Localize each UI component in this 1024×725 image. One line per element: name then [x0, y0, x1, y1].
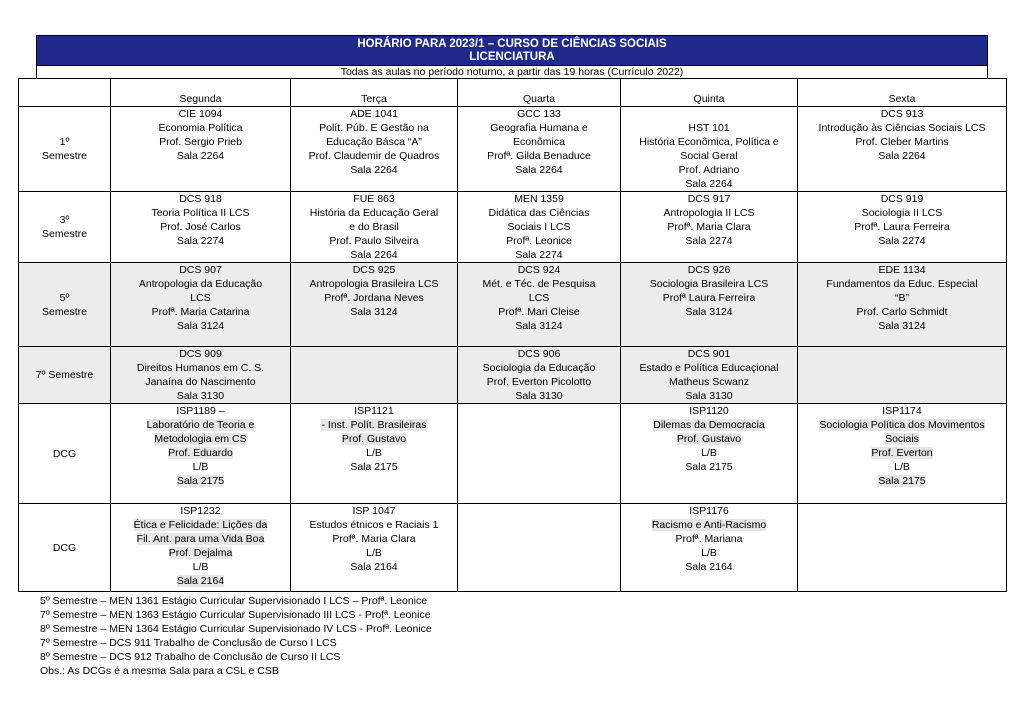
class-cell [111, 263, 291, 347]
schedule-row [19, 263, 1007, 347]
class-cell-line: Sala 2264 [515, 164, 563, 176]
class-cell-line: Mét. e Téc. de Pesquisa [482, 278, 596, 290]
class-cell-line: Profª. Mariana [675, 533, 743, 545]
class-cell [291, 263, 458, 347]
schedule-body [19, 107, 1007, 592]
row-label [19, 192, 111, 263]
class-cell-line: Sala 2264 [685, 178, 733, 190]
row-label-line: 3º [59, 214, 70, 226]
class-cell [291, 107, 458, 192]
class-cell-line: L/B [366, 447, 382, 459]
class-cell [111, 107, 291, 192]
class-cell-line: L/B [192, 561, 209, 573]
class-cell [621, 192, 798, 263]
class-cell-line: Sociologia da Educação [482, 362, 596, 374]
class-cell-line: ISP1232 [180, 505, 221, 517]
highlighted-text: Prof. Gustavo [676, 433, 742, 445]
schedule-row [19, 347, 1007, 404]
highlighted-text: Ética e Felicidade: Lições da [133, 519, 268, 531]
class-cell-line: Prof. Claudemir de Quadros [308, 150, 440, 162]
day-header-quarta: Quarta [458, 79, 621, 107]
class-cell-line: Profª. Mari Cleise [498, 306, 580, 318]
row-label-line: 7º Semestre [35, 369, 94, 381]
class-cell [458, 404, 621, 504]
highlighted-text: Sala 2164 [176, 575, 225, 587]
class-cell-line: Econômica [513, 136, 565, 148]
row-label [19, 347, 111, 404]
row-label [19, 107, 111, 192]
class-cell-line: História Econômica, Política e [639, 136, 779, 148]
class-cell-line: Sala 3124 [515, 320, 563, 332]
class-cell-line: Sala 2274 [176, 235, 225, 247]
class-cell-line: DCS 925 [352, 264, 396, 276]
schedule-row [19, 192, 1007, 263]
class-cell-line [800, 446, 1004, 460]
class-cell-line: DCS 906 [517, 348, 561, 360]
class-cell [798, 263, 1007, 347]
class-cell-line: DCS 919 [880, 193, 924, 205]
class-cell [291, 504, 458, 592]
class-cell-line: FUE 863 [353, 193, 395, 205]
class-cell [798, 404, 1007, 504]
class-cell-line [623, 518, 795, 532]
class-cell-line: DCS 909 [179, 348, 222, 360]
class-cell-line: DCS 917 [687, 193, 731, 205]
class-cell-line: Educação Básca “A” [326, 136, 422, 148]
class-cell-line: Introdução às Ciências Sociais LCS [818, 122, 986, 134]
note-line: 7º Semestre – MEN 1363 Estágio Curricular Supervisionado III LCS - Profª. Leonice [40, 609, 431, 621]
class-cell-line [623, 107, 795, 121]
class-cell-line: ISP1189 – [176, 405, 225, 417]
header-row [19, 79, 1007, 107]
class-cell-line: Sala 2164 [350, 561, 398, 573]
note-line: 8º Semestre – DCS 912 Trabalho de Conclusão de Curso II LCS [40, 651, 341, 663]
class-cell-line: Sociais I LCS [507, 221, 571, 233]
highlighted-text: Sociais [885, 433, 919, 445]
schedule-row [19, 504, 1007, 592]
schedule-row [19, 107, 1007, 192]
class-cell [798, 192, 1007, 263]
class-cell-line: Sala 2264 [878, 150, 926, 162]
class-cell-line: L/B [192, 461, 209, 473]
class-cell [621, 347, 798, 404]
class-cell-line: e do Brasil [349, 221, 399, 233]
class-cell-line: ISP1176 [689, 505, 729, 517]
class-cell-line [113, 432, 288, 446]
class-cell [458, 347, 621, 404]
class-cell-line: Sala 2264 [176, 150, 225, 162]
class-cell-line: Prof. Cleber Martins [855, 136, 949, 148]
class-cell-line: Antropologia II LCS [663, 207, 755, 219]
class-cell-line: LCS [528, 292, 550, 304]
corner-cell [19, 79, 111, 107]
highlighted-text: Dilemas da Democracia [653, 419, 765, 431]
class-cell [798, 107, 1007, 192]
class-cell-line: Profª. Maria Clara [332, 533, 416, 545]
note-line: Obs.: As DCGs é a mesma Sala para a CSL e CSB [40, 665, 279, 677]
class-cell [291, 404, 458, 504]
row-label-line: Semestre [42, 305, 87, 318]
row-label-line: 1º [59, 136, 70, 148]
class-cell [621, 504, 798, 592]
title-banner [36, 35, 988, 66]
day-header-segunda: Segunda [111, 79, 291, 107]
class-cell-line: Sala 2274 [685, 235, 733, 247]
class-cell-line: Profª. Maria Catarina [151, 306, 250, 318]
class-cell-line: Sala 3130 [685, 390, 733, 402]
class-cell-line: Sala 3124 [685, 306, 733, 318]
note-line: 5º Semestre – MEN 1361 Estágio Curricular Supervisionado I LCS – Profª. Leonice [40, 595, 428, 607]
class-cell-line: HST 101 [688, 122, 730, 134]
class-cell-line [800, 418, 1004, 432]
class-cell-line: ISP 1047 [352, 505, 396, 517]
class-cell-line: Profª. Maria Clara [667, 221, 751, 233]
class-cell-line [113, 446, 288, 460]
class-cell-line: Sala 2175 [350, 461, 398, 473]
row-label-line: Semestre [42, 228, 87, 240]
class-cell-line: DCS 924 [517, 264, 561, 276]
class-cell-line: Profª Laura Ferreira [662, 292, 756, 304]
schedule-document [18, 35, 1006, 678]
class-cell [111, 347, 291, 404]
class-cell-line: CIE 1094 [178, 108, 223, 120]
class-cell-line [293, 432, 455, 446]
highlighted-text: Prof. Gustavo [341, 433, 407, 445]
notes-section [18, 594, 1006, 678]
class-cell-line [113, 574, 288, 588]
class-cell-line: Prof. Paulo Silveira [329, 235, 419, 247]
class-cell [458, 192, 621, 263]
class-cell-line [623, 418, 795, 432]
class-cell-line: Sala 3130 [515, 390, 563, 402]
class-cell-line: LCS [190, 292, 211, 304]
row-label-line: 5º [59, 291, 70, 304]
class-cell-line: “B” [895, 292, 909, 304]
class-cell [458, 107, 621, 192]
class-cell-line: Prof. José Carlos [160, 221, 241, 233]
class-cell-line: Sala 3130 [176, 390, 225, 402]
row-label [19, 404, 111, 504]
class-cell-line: Sala 2175 [685, 461, 733, 473]
highlighted-text: Prof. Everton [871, 447, 933, 459]
class-cell-line: EDE 1134 [878, 264, 926, 276]
class-cell-line: Polít. Púb. E Gestão na [319, 122, 429, 134]
class-cell-line: História da Educação Geral [309, 207, 439, 219]
highlighted-text: Sociologia Política dos Movimentos [819, 419, 985, 431]
day-header-terca: Terça [291, 79, 458, 107]
class-cell-line: Sala 2164 [685, 561, 733, 573]
class-cell-line: Sala 3124 [878, 320, 926, 332]
day-header-sexta: Sexta [798, 79, 1007, 107]
class-cell-line: Estudos étnicos e Raciais 1 [309, 519, 439, 531]
class-cell-line [113, 474, 288, 488]
highlighted-text: Fil. Ant. para uma Vida Boa [136, 533, 265, 545]
class-cell-line [800, 474, 1004, 488]
schedule-row [19, 404, 1007, 504]
highlighted-text: Prof. Dejalma [168, 547, 233, 559]
class-cell-line: Teoria Política II LCS [151, 207, 250, 219]
class-cell-line: Sociologia II LCS [861, 207, 943, 219]
class-cell-line: Didática das Ciências [488, 207, 590, 219]
class-cell-line: Antropologia da Educação [138, 278, 263, 290]
schedule-table [18, 78, 1007, 592]
class-cell-line: Profª. Gilda Benaduce [487, 150, 591, 162]
class-cell-line: ISP1174 [882, 405, 922, 417]
class-cell-line [113, 418, 288, 432]
note-line: 7º Semestre – DCS 911 Trabalho de Conclusão de Curso I LCS [40, 637, 337, 649]
class-cell-line: Economia Política [158, 122, 243, 134]
class-cell-line: Prof. Sergio Prieb [159, 136, 242, 148]
highlighted-text: Metodologia em CS [154, 433, 247, 445]
class-cell [111, 404, 291, 504]
class-cell-line: Prof. Everton Picolotto [486, 376, 592, 388]
highlighted-text: Sala 2175 [176, 475, 225, 487]
class-cell-line: ADE 1041 [350, 108, 398, 120]
class-cell-line: L/B [894, 461, 910, 473]
row-label [19, 504, 111, 592]
class-cell-line: Sala 2274 [878, 235, 926, 247]
class-cell-line: Geografia Humana e [490, 122, 588, 134]
class-cell-line: Estado e Política Educaçional [639, 362, 779, 374]
class-cell-line: L/B [701, 447, 717, 459]
class-cell [111, 192, 291, 263]
highlighted-text: - Inst. Polít. Brasileiras [321, 419, 427, 431]
highlighted-text: Racismo e Anti-Racismo [651, 519, 767, 531]
class-cell-line: Sala 2264 [350, 164, 398, 176]
class-cell-line: GCC 133 [517, 108, 561, 120]
class-cell [621, 263, 798, 347]
class-cell-line [293, 418, 455, 432]
class-cell-line: DCS 907 [179, 264, 222, 276]
class-cell-line: Prof. Carlo Schmidt [856, 306, 948, 318]
class-cell-line: Profª. Laura Ferreira [854, 221, 950, 233]
class-cell-line: Matheus Scwanz [669, 376, 749, 388]
class-cell-line: Direitos Humanos em C. S. [136, 362, 265, 374]
class-cell-line [623, 432, 795, 446]
highlighted-text: Laboratório de Teoria e [146, 419, 255, 431]
class-cell [798, 504, 1007, 592]
class-cell-line: Antropologia Brasileira LCS [309, 278, 439, 290]
class-cell-line [113, 532, 288, 546]
class-cell-line: Profª. Jordana Neves [324, 292, 424, 304]
title-line-2: LICENCIATURA [469, 51, 555, 63]
class-cell-line: MEN 1359 [514, 193, 564, 205]
class-cell-line: DCS 918 [179, 193, 222, 205]
day-header-quinta: Quinta [621, 79, 798, 107]
class-cell-line: Prof. Adriano [678, 164, 740, 176]
class-cell-line: ISP1120 [689, 405, 729, 417]
class-cell-line [800, 432, 1004, 446]
class-cell-line: DCS 926 [687, 264, 731, 276]
class-cell-line: Profª. Leonice [506, 235, 572, 247]
class-cell-line: L/B [366, 547, 382, 559]
highlighted-text: Sala 2175 [878, 475, 926, 487]
class-cell [621, 404, 798, 504]
class-cell [458, 504, 621, 592]
subtitle: Todas as aulas no período noturno, a partir das 19 horas (Currículo 2022) [36, 66, 988, 78]
class-cell [458, 263, 621, 347]
class-cell-line: Sala 3124 [176, 320, 225, 332]
class-cell-line [113, 518, 288, 532]
row-label-line: DCG [52, 447, 77, 460]
class-cell [798, 347, 1007, 404]
class-cell-line: Sociologia Brasileira LCS [649, 278, 769, 290]
row-label-line: Semestre [42, 150, 87, 162]
row-label-line: DCG [52, 541, 77, 554]
class-cell-line: Fundamentos da Educ. Especial [826, 278, 978, 290]
row-label [19, 263, 111, 347]
class-cell [621, 107, 798, 192]
class-cell-line: Sala 2264 [350, 249, 398, 261]
class-cell-line: DCS 901 [687, 348, 731, 360]
class-cell [291, 347, 458, 404]
class-cell-line: Sala 2274 [515, 249, 563, 261]
class-cell-line: Sala 3124 [350, 306, 398, 318]
class-cell [291, 192, 458, 263]
class-cell-line [113, 546, 288, 560]
class-cell-line: DCS 913 [880, 108, 924, 120]
class-cell-line: Social Geral [680, 150, 738, 162]
class-cell-line: ISP1121 [354, 405, 394, 417]
class-cell [111, 504, 291, 592]
class-cell-line: L/B [701, 547, 717, 559]
title-line-1: HORÁRIO PARA 2023/1 – CURSO DE CIÊNCIAS SOCIAIS [357, 38, 667, 50]
class-cell-line: Janaína do Nascimento [145, 376, 256, 388]
highlighted-text: Prof. Eduardo [168, 447, 233, 459]
note-line: 8º Semestre – MEN 1364 Estágio Curricular Supervisionado IV LCS - Profª. Leonice [40, 623, 432, 635]
